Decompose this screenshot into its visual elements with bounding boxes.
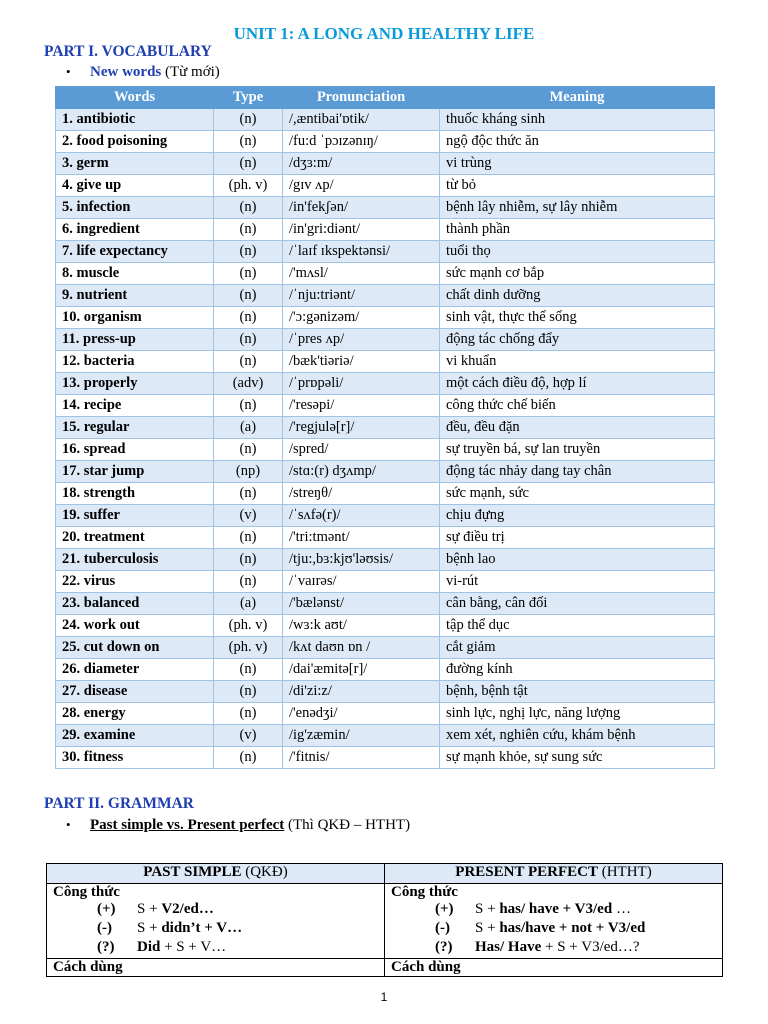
vocab-type: (n) (214, 549, 283, 571)
past-simple-title: PAST SIMPLE (143, 864, 242, 880)
vocab-meaning: sức mạnh cơ bắp (440, 263, 715, 285)
table-row (56, 131, 715, 153)
vocab-meaning: bệnh lây nhiễm, sự lây nhiễm (440, 197, 715, 219)
vocab-type: (n) (214, 439, 283, 461)
vocab-meaning: động tác chống đẩy (440, 329, 715, 351)
part2-heading: PART II. GRAMMAR (44, 795, 194, 812)
formula-bold: Has/ Have (475, 939, 542, 955)
table-row (56, 549, 715, 571)
table-row (56, 395, 715, 417)
vocab-meaning: đều, đều đặn (440, 417, 715, 439)
vocab-word: 1. antibiotic (56, 109, 214, 131)
vocab-meaning: ngộ độc thức ăn (440, 131, 715, 153)
present-perfect-title: PRESENT PERFECT (455, 864, 598, 880)
vocab-body (56, 109, 715, 769)
bullet-icon: • (66, 64, 71, 79)
vocab-type: (adv) (214, 373, 283, 395)
past-simple-note: (QKĐ) (245, 864, 288, 880)
vocab-word: 3. germ (56, 153, 214, 175)
vocab-meaning: cân bằng, cân đối (440, 593, 715, 615)
vocab-word: 8. muscle (56, 263, 214, 285)
vocab-pronunciation: /gɪv ʌp/ (283, 175, 440, 197)
formula-line (53, 901, 378, 920)
vocab-word: 9. nutrient (56, 285, 214, 307)
vocab-pronunciation: /spred/ (283, 439, 440, 461)
table-row (56, 725, 715, 747)
page-title: UNIT 1: A LONG AND HEALTHY LIFE (233, 24, 535, 43)
vocab-meaning: đường kính (440, 659, 715, 681)
vocab-pronunciation: /dai'æmitə[r]/ (283, 659, 440, 681)
new-words-line (66, 64, 220, 81)
vocab-pronunciation: /'mʌsl/ (283, 263, 440, 285)
table-row (56, 329, 715, 351)
past-usage-label: Cách dùng (47, 959, 385, 977)
table-row (56, 593, 715, 615)
table-row (56, 307, 715, 329)
table-row (56, 373, 715, 395)
table-row (56, 219, 715, 241)
header-words: Words (56, 87, 214, 109)
vocab-pronunciation: /kʌt daʊn ɒn / (283, 637, 440, 659)
vocab-meaning: động tác nhảy dang tay chân (440, 461, 715, 483)
vocab-pronunciation: /in'fekʃən/ (283, 197, 440, 219)
vocab-type: (v) (214, 725, 283, 747)
vocab-header-row (56, 87, 715, 109)
vocab-type: (n) (214, 659, 283, 681)
formula-line (53, 939, 378, 958)
table-row (56, 153, 715, 175)
vocab-pronunciation: /'resəpi/ (283, 395, 440, 417)
table-row (56, 197, 715, 219)
formula-post: + S + V… (160, 939, 227, 955)
vocab-word: 15. regular (56, 417, 214, 439)
vocab-pronunciation: /tju:,bɜ:kjʊ'ləʊsis/ (283, 549, 440, 571)
grammar-topic-line (66, 817, 410, 834)
vocab-meaning: sự mạnh khỏe, sự sung sức (440, 747, 715, 769)
vocab-word: 11. press-up (56, 329, 214, 351)
formula-symbol: (-) (97, 920, 112, 936)
bullet-icon: • (66, 817, 71, 832)
formula-text (137, 939, 226, 956)
vocab-word: 28. energy (56, 703, 214, 725)
vocab-pronunciation: /'tri:tmənt/ (283, 527, 440, 549)
vocab-meaning: vi trùng (440, 153, 715, 175)
table-row (56, 747, 715, 769)
vocab-type: (n) (214, 681, 283, 703)
vocab-word: 12. bacteria (56, 351, 214, 373)
vocab-type: (n) (214, 131, 283, 153)
header-meaning: Meaning (440, 87, 715, 109)
vocab-pronunciation: /dʒɜ:m/ (283, 153, 440, 175)
vocab-word: 2. food poisoning (56, 131, 214, 153)
vocab-type: (v) (214, 505, 283, 527)
vocab-pronunciation: /di'zi:z/ (283, 681, 440, 703)
table-row (56, 285, 715, 307)
vocab-pronunciation: /stɑ:(r) dʒʌmp/ (283, 461, 440, 483)
vocab-word: 21. tuberculosis (56, 549, 214, 571)
vocab-pronunciation: /bæk'tiəriə/ (283, 351, 440, 373)
table-row (56, 439, 715, 461)
formula-bold: didn’t + V… (161, 920, 243, 936)
vocab-word: 17. star jump (56, 461, 214, 483)
formula-bold: Did (137, 939, 161, 955)
vocab-meaning: cắt giảm (440, 637, 715, 659)
formula-pre: S + (475, 901, 500, 917)
grammar-header-row (47, 864, 723, 884)
formula-text (475, 939, 640, 956)
vocab-meaning: vi-rút (440, 571, 715, 593)
vocab-pronunciation: /ˈprɒpəli/ (283, 373, 440, 395)
table-row (56, 483, 715, 505)
vocab-word: 24. work out (56, 615, 214, 637)
vocab-word: 13. properly (56, 373, 214, 395)
formula-pre: S + (137, 901, 162, 917)
vocab-type: (a) (214, 417, 283, 439)
vocab-type: (n) (214, 153, 283, 175)
vocab-word: 14. recipe (56, 395, 214, 417)
vocab-meaning: thuốc kháng sinh (440, 109, 715, 131)
vocab-word: 23. balanced (56, 593, 214, 615)
vocab-type: (ph. v) (214, 637, 283, 659)
grammar-topic: Past simple vs. Present perfect (90, 817, 285, 833)
vocab-pronunciation: /ˈvaɪrəs/ (283, 571, 440, 593)
vocab-type: (n) (214, 197, 283, 219)
vocab-word: 4. give up (56, 175, 214, 197)
vocab-word: 30. fitness (56, 747, 214, 769)
vocab-pronunciation: /wɜ:k aʊt/ (283, 615, 440, 637)
vocab-meaning: chịu đựng (440, 505, 715, 527)
vocab-type: (n) (214, 747, 283, 769)
table-row (56, 703, 715, 725)
vocab-type: (n) (214, 219, 283, 241)
new-words-note: (Từ mới) (165, 64, 220, 80)
vocabulary-table (55, 86, 715, 769)
vocab-word: 25. cut down on (56, 637, 214, 659)
header-type: Type (214, 87, 283, 109)
vocab-word: 22. virus (56, 571, 214, 593)
formula-post: + S + V3/ed…? (541, 939, 640, 955)
vocab-type: (n) (214, 351, 283, 373)
usage-row (47, 959, 723, 977)
vocab-meaning: sự điều trị (440, 527, 715, 549)
vocab-pronunciation: /ˈlaɪf ɪkspektənsi/ (283, 241, 440, 263)
vocab-word: 19. suffer (56, 505, 214, 527)
formula-line (53, 920, 378, 939)
formula-pre: S + (475, 920, 500, 936)
vocab-type: (n) (214, 285, 283, 307)
past-simple-header (47, 864, 385, 884)
table-row (56, 417, 715, 439)
formula-line (391, 901, 716, 920)
vocab-pronunciation: /ig'zæmin/ (283, 725, 440, 747)
perfect-formula-cell (385, 884, 723, 959)
vocab-type: (n) (214, 109, 283, 131)
vocab-meaning: sinh vật, thực thể sống (440, 307, 715, 329)
table-row (56, 263, 715, 285)
past-formula-label: Công thức (53, 884, 120, 900)
vocab-pronunciation: /'fitnis/ (283, 747, 440, 769)
vocab-pronunciation: /ˈsʌfə(r)/ (283, 505, 440, 527)
formula-bold: has/have + not + V3/ed (499, 920, 646, 936)
vocab-meaning: thành phần (440, 219, 715, 241)
header-pronunciation: Pronunciation (283, 87, 440, 109)
table-row (56, 681, 715, 703)
vocab-meaning: chất dinh dưỡng (440, 285, 715, 307)
table-row (56, 615, 715, 637)
formula-text (137, 920, 242, 937)
table-row (56, 351, 715, 373)
vocab-meaning: tập thể dục (440, 615, 715, 637)
vocab-meaning: vi khuẩn (440, 351, 715, 373)
vocab-meaning: sinh lực, nghị lực, năng lượng (440, 703, 715, 725)
vocab-pronunciation: /ˈpres ʌp/ (283, 329, 440, 351)
grammar-table (46, 863, 723, 977)
vocab-word: 29. examine (56, 725, 214, 747)
grammar-topic-note: (Thì QKĐ – HTHT) (288, 817, 411, 833)
vocab-meaning: sức mạnh, sức (440, 483, 715, 505)
formula-bold: V2/ed… (161, 901, 214, 917)
vocab-pronunciation: /'ɔ:gənizəm/ (283, 307, 440, 329)
vocab-meaning: từ bỏ (440, 175, 715, 197)
vocab-word: 26. diameter (56, 659, 214, 681)
table-row (56, 571, 715, 593)
vocab-pronunciation: /'bælənst/ (283, 593, 440, 615)
perfect-usage-label: Cách dùng (385, 959, 723, 977)
vocab-type: (n) (214, 483, 283, 505)
formula-text (137, 901, 214, 918)
formula-post: … (612, 901, 631, 917)
table-row (56, 241, 715, 263)
formula-line (391, 939, 716, 958)
table-row (56, 175, 715, 197)
formula-symbol: (+) (435, 901, 454, 917)
page-number: 1 (380, 990, 388, 1004)
present-perfect-header (385, 864, 723, 884)
vocab-word: 6. ingredient (56, 219, 214, 241)
vocab-type: (n) (214, 703, 283, 725)
vocab-pronunciation: /'enədʒi/ (283, 703, 440, 725)
vocab-type: (n) (214, 329, 283, 351)
table-row (56, 637, 715, 659)
formula-symbol: (?) (97, 939, 115, 955)
vocab-word: 5. infection (56, 197, 214, 219)
vocab-type: (n) (214, 263, 283, 285)
vocab-type: (n) (214, 571, 283, 593)
formula-symbol: (-) (435, 920, 450, 936)
vocab-word: 7. life expectancy (56, 241, 214, 263)
table-row (56, 461, 715, 483)
vocab-pronunciation: /,æntibai'ɒtik/ (283, 109, 440, 131)
vocab-pronunciation: /ˈnju:triənt/ (283, 285, 440, 307)
vocab-pronunciation: /streŋθ/ (283, 483, 440, 505)
table-row (56, 505, 715, 527)
formula-row (47, 884, 723, 959)
vocab-type: (n) (214, 241, 283, 263)
vocab-word: 27. disease (56, 681, 214, 703)
present-perfect-note: (HTHT) (601, 864, 652, 880)
table-row (56, 109, 715, 131)
vocab-meaning: bệnh lao (440, 549, 715, 571)
vocab-type: (n) (214, 395, 283, 417)
vocab-type: (a) (214, 593, 283, 615)
vocab-meaning: bệnh, bệnh tật (440, 681, 715, 703)
vocab-meaning: công thức chế biến (440, 395, 715, 417)
table-row (56, 527, 715, 549)
formula-bold: has/ have + V3/ed (499, 901, 613, 917)
formula-symbol: (?) (435, 939, 453, 955)
vocab-pronunciation: /'regjulə[r]/ (283, 417, 440, 439)
vocab-word: 18. strength (56, 483, 214, 505)
vocab-type: (ph. v) (214, 175, 283, 197)
formula-symbol: (+) (97, 901, 116, 917)
vocab-word: 10. organism (56, 307, 214, 329)
part1-heading: PART I. VOCABULARY (44, 43, 212, 60)
vocab-type: (n) (214, 527, 283, 549)
vocab-type: (np) (214, 461, 283, 483)
formula-line (391, 920, 716, 939)
formula-pre: S + (137, 920, 162, 936)
vocab-meaning: sự truyền bá, sự lan truyền (440, 439, 715, 461)
past-formula-lines (53, 901, 378, 958)
vocab-meaning: xem xét, nghiên cứu, khám bệnh (440, 725, 715, 747)
perfect-formula-label: Công thức (391, 884, 458, 900)
formula-text (475, 901, 631, 918)
table-row (56, 659, 715, 681)
vocab-pronunciation: /fu:d ˈpɔɪzənɪŋ/ (283, 131, 440, 153)
vocab-meaning: tuổi thọ (440, 241, 715, 263)
perfect-formula-lines (391, 901, 716, 958)
past-formula-cell (47, 884, 385, 959)
formula-text (475, 920, 645, 937)
vocab-word: 16. spread (56, 439, 214, 461)
vocab-pronunciation: /in'gri:diənt/ (283, 219, 440, 241)
vocab-meaning: một cách điều độ, hợp lí (440, 373, 715, 395)
vocab-type: (n) (214, 307, 283, 329)
vocab-type: (ph. v) (214, 615, 283, 637)
vocab-word: 20. treatment (56, 527, 214, 549)
new-words-label: New words (90, 64, 162, 80)
